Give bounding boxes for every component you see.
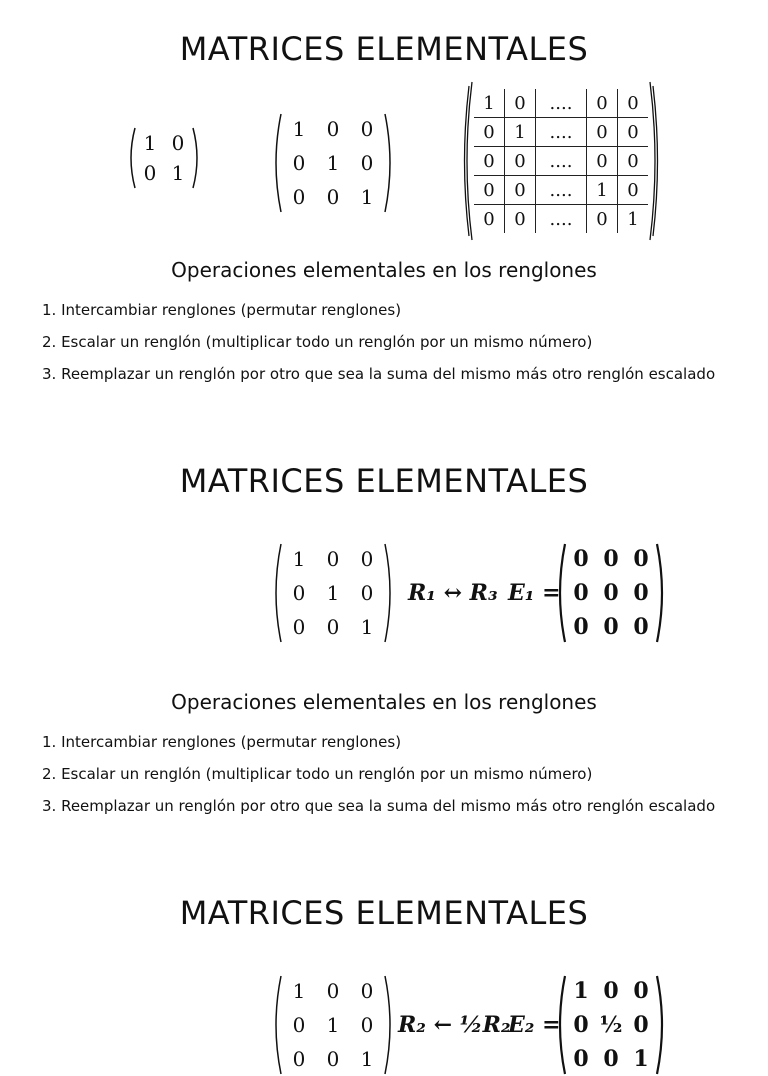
matrix-cell: 0 xyxy=(587,89,618,118)
matrix-cell: 1 xyxy=(633,1046,649,1072)
matrix-cell: 1 xyxy=(326,581,340,605)
matrix-cell: 0 xyxy=(143,161,157,185)
table-row xyxy=(474,176,648,205)
matrix-cell: 0 xyxy=(603,1046,619,1072)
matrix-cell: 0 xyxy=(292,581,306,605)
matrix-cell: 0 xyxy=(474,176,505,205)
matrix-cell: 1 xyxy=(171,161,185,185)
matrix-cell: 0 xyxy=(292,151,306,175)
elementary-matrix xyxy=(554,542,668,644)
section-subtitle: Operaciones elementales en los renglones xyxy=(171,258,597,282)
matrix-cell: 0 xyxy=(603,546,619,572)
matrix-cell: 0 xyxy=(603,978,619,1004)
matrix-cell: 0 xyxy=(360,117,374,141)
table-row xyxy=(474,147,648,176)
matrix-cell: ½ xyxy=(599,1012,623,1038)
left-paren-icon xyxy=(460,80,474,242)
identity-matrix-3x3 xyxy=(270,112,396,214)
matrix-cell: 0 xyxy=(573,1012,589,1038)
left-paren-icon xyxy=(126,126,136,190)
matrix-cell: 1 xyxy=(573,978,589,1004)
elementary-matrix xyxy=(554,974,668,1076)
matrix-cell: 1 xyxy=(360,185,374,209)
row-operation: R₁ ↔ R₃ xyxy=(408,580,498,606)
matrix-cell: 1 xyxy=(292,117,306,141)
matrix-cell: 0 xyxy=(292,1047,306,1071)
elementary-matrix-label: E₂ = xyxy=(508,1012,561,1038)
right-paren-icon xyxy=(648,80,662,242)
matrix-cell: 0 xyxy=(326,185,340,209)
matrix-cell: .... xyxy=(536,89,587,118)
matrix-cell: 1 xyxy=(627,208,639,230)
identity-matrix-2x2 xyxy=(126,126,202,190)
matrix-cell: 1 xyxy=(143,131,157,155)
left-paren-icon xyxy=(270,112,282,214)
matrix-cell: 1 xyxy=(326,1013,340,1037)
matrix-cell: 0 xyxy=(326,615,340,639)
matrix-cell: 0 xyxy=(292,1013,306,1037)
matrix-cell: 1 xyxy=(292,547,306,571)
matrix-grid xyxy=(566,974,656,1076)
matrix-grid xyxy=(136,128,192,188)
matrix-cell: 0 xyxy=(633,546,649,572)
list-item: 2. Escalar un renglón (multiplicar todo un renglón por un mismo número) xyxy=(42,765,593,783)
matrix-cell: 0 xyxy=(633,614,649,640)
matrix-cell: 0 xyxy=(633,978,649,1004)
list-item: 1. Intercambiar renglones (permutar renglones) xyxy=(42,301,402,319)
identity-matrix-3x3 xyxy=(270,542,396,644)
matrix-cell: 0 xyxy=(618,89,649,118)
matrix-cell: 0 xyxy=(360,151,374,175)
matrix-grid xyxy=(282,974,384,1076)
matrix-cell: 0 xyxy=(573,546,589,572)
matrix-cell: 0 xyxy=(618,176,649,205)
matrix-cell: 1 xyxy=(292,979,306,1003)
matrix-cell: 0 xyxy=(474,205,505,234)
matrix-cell: .... xyxy=(536,176,587,205)
matrix-cell: 0 xyxy=(618,147,649,176)
slide-title: MATRICES ELEMENTALES xyxy=(179,894,589,932)
matrix-cell: 0 xyxy=(633,1012,649,1038)
matrix-cell: 0 xyxy=(573,1046,589,1072)
matrix-cell: 0 xyxy=(326,547,340,571)
list-item: 2. Escalar un renglón (multiplicar todo un renglón por un mismo número) xyxy=(42,333,593,351)
right-paren-icon xyxy=(384,974,396,1076)
matrix-table xyxy=(474,89,648,233)
matrix-cell: .... xyxy=(536,118,587,147)
matrix-cell: 0 xyxy=(326,117,340,141)
identity-matrix-nxn xyxy=(460,80,662,242)
matrix-cell: 0 xyxy=(505,89,536,118)
row-operation: R₂ ← ½R₂ xyxy=(398,1012,511,1038)
matrix-cell: 1 xyxy=(474,89,505,118)
right-paren-icon xyxy=(192,126,202,190)
matrix-cell: 0 xyxy=(505,176,536,205)
matrix-cell: 0 xyxy=(587,147,618,176)
matrix-cell: 0 xyxy=(633,580,649,606)
slide-title: MATRICES ELEMENTALES xyxy=(179,30,589,68)
matrix-cell: 1 xyxy=(360,1047,374,1071)
matrix-cell: 0 xyxy=(587,205,618,234)
identity-matrix-3x3 xyxy=(270,974,396,1076)
list-item: 3. Reemplazar un renglón por otro que sea la suma del mismo más otro renglón escalado xyxy=(42,365,716,383)
left-paren-icon xyxy=(270,974,282,1076)
right-paren-icon xyxy=(656,542,668,644)
slide-title: MATRICES ELEMENTALES xyxy=(179,462,589,500)
matrix-cell: .... xyxy=(536,205,587,234)
matrix-cell: 0 xyxy=(360,547,374,571)
matrix-cell: 0 xyxy=(603,614,619,640)
matrix-cell: 0 xyxy=(360,1013,374,1037)
matrix-grid xyxy=(282,542,384,644)
matrix-cell: 1 xyxy=(326,151,340,175)
slide-3 xyxy=(0,864,768,1072)
right-paren-icon xyxy=(384,542,396,644)
matrix-cell: .... xyxy=(536,147,587,176)
elementary-matrix-label: E₁ = xyxy=(508,580,561,606)
left-paren-icon xyxy=(554,542,566,644)
matrix-cell: 0 xyxy=(292,185,306,209)
section-subtitle: Operaciones elementales en los renglones xyxy=(171,690,597,714)
matrix-cell: 0 xyxy=(603,580,619,606)
left-paren-icon xyxy=(270,542,282,644)
matrix-cell: 0 xyxy=(360,979,374,1003)
matrix-cell: 0 xyxy=(618,118,649,147)
slide-2 xyxy=(0,432,768,862)
list-item: 1. Intercambiar renglones (permutar renglones) xyxy=(42,733,402,751)
matrix-cell: 0 xyxy=(587,118,618,147)
matrix-cell: 0 xyxy=(171,131,185,155)
matrix-grid xyxy=(566,542,656,644)
matrix-cell: 0 xyxy=(474,147,505,176)
right-paren-icon xyxy=(656,974,668,1076)
right-paren-icon xyxy=(384,112,396,214)
matrix-cell: 0 xyxy=(474,118,505,147)
matrix-cell: 0 xyxy=(573,614,589,640)
matrix-cell: 0 xyxy=(505,205,536,234)
matrix-cell: 1 xyxy=(587,176,618,205)
matrix-cell: 0 xyxy=(292,615,306,639)
matrix-grid xyxy=(282,112,384,214)
table-row xyxy=(474,205,648,234)
slide-1 xyxy=(0,0,768,430)
operations-list xyxy=(42,300,715,396)
list-item: 3. Reemplazar un renglón por otro que sea la suma del mismo más otro renglón escalado xyxy=(42,797,716,815)
matrix-cell: 0 xyxy=(326,979,340,1003)
matrix-cell: 0 xyxy=(505,147,536,176)
operations-list xyxy=(42,732,715,828)
matrix-cell: 0 xyxy=(326,1047,340,1071)
table-row xyxy=(474,118,648,147)
matrix-cell: 1 xyxy=(505,118,536,147)
left-paren-icon xyxy=(554,974,566,1076)
matrix-cell: 0 xyxy=(360,581,374,605)
matrix-cell: 0 xyxy=(573,580,589,606)
matrix-cell: 1 xyxy=(360,615,374,639)
table-row xyxy=(474,89,648,118)
